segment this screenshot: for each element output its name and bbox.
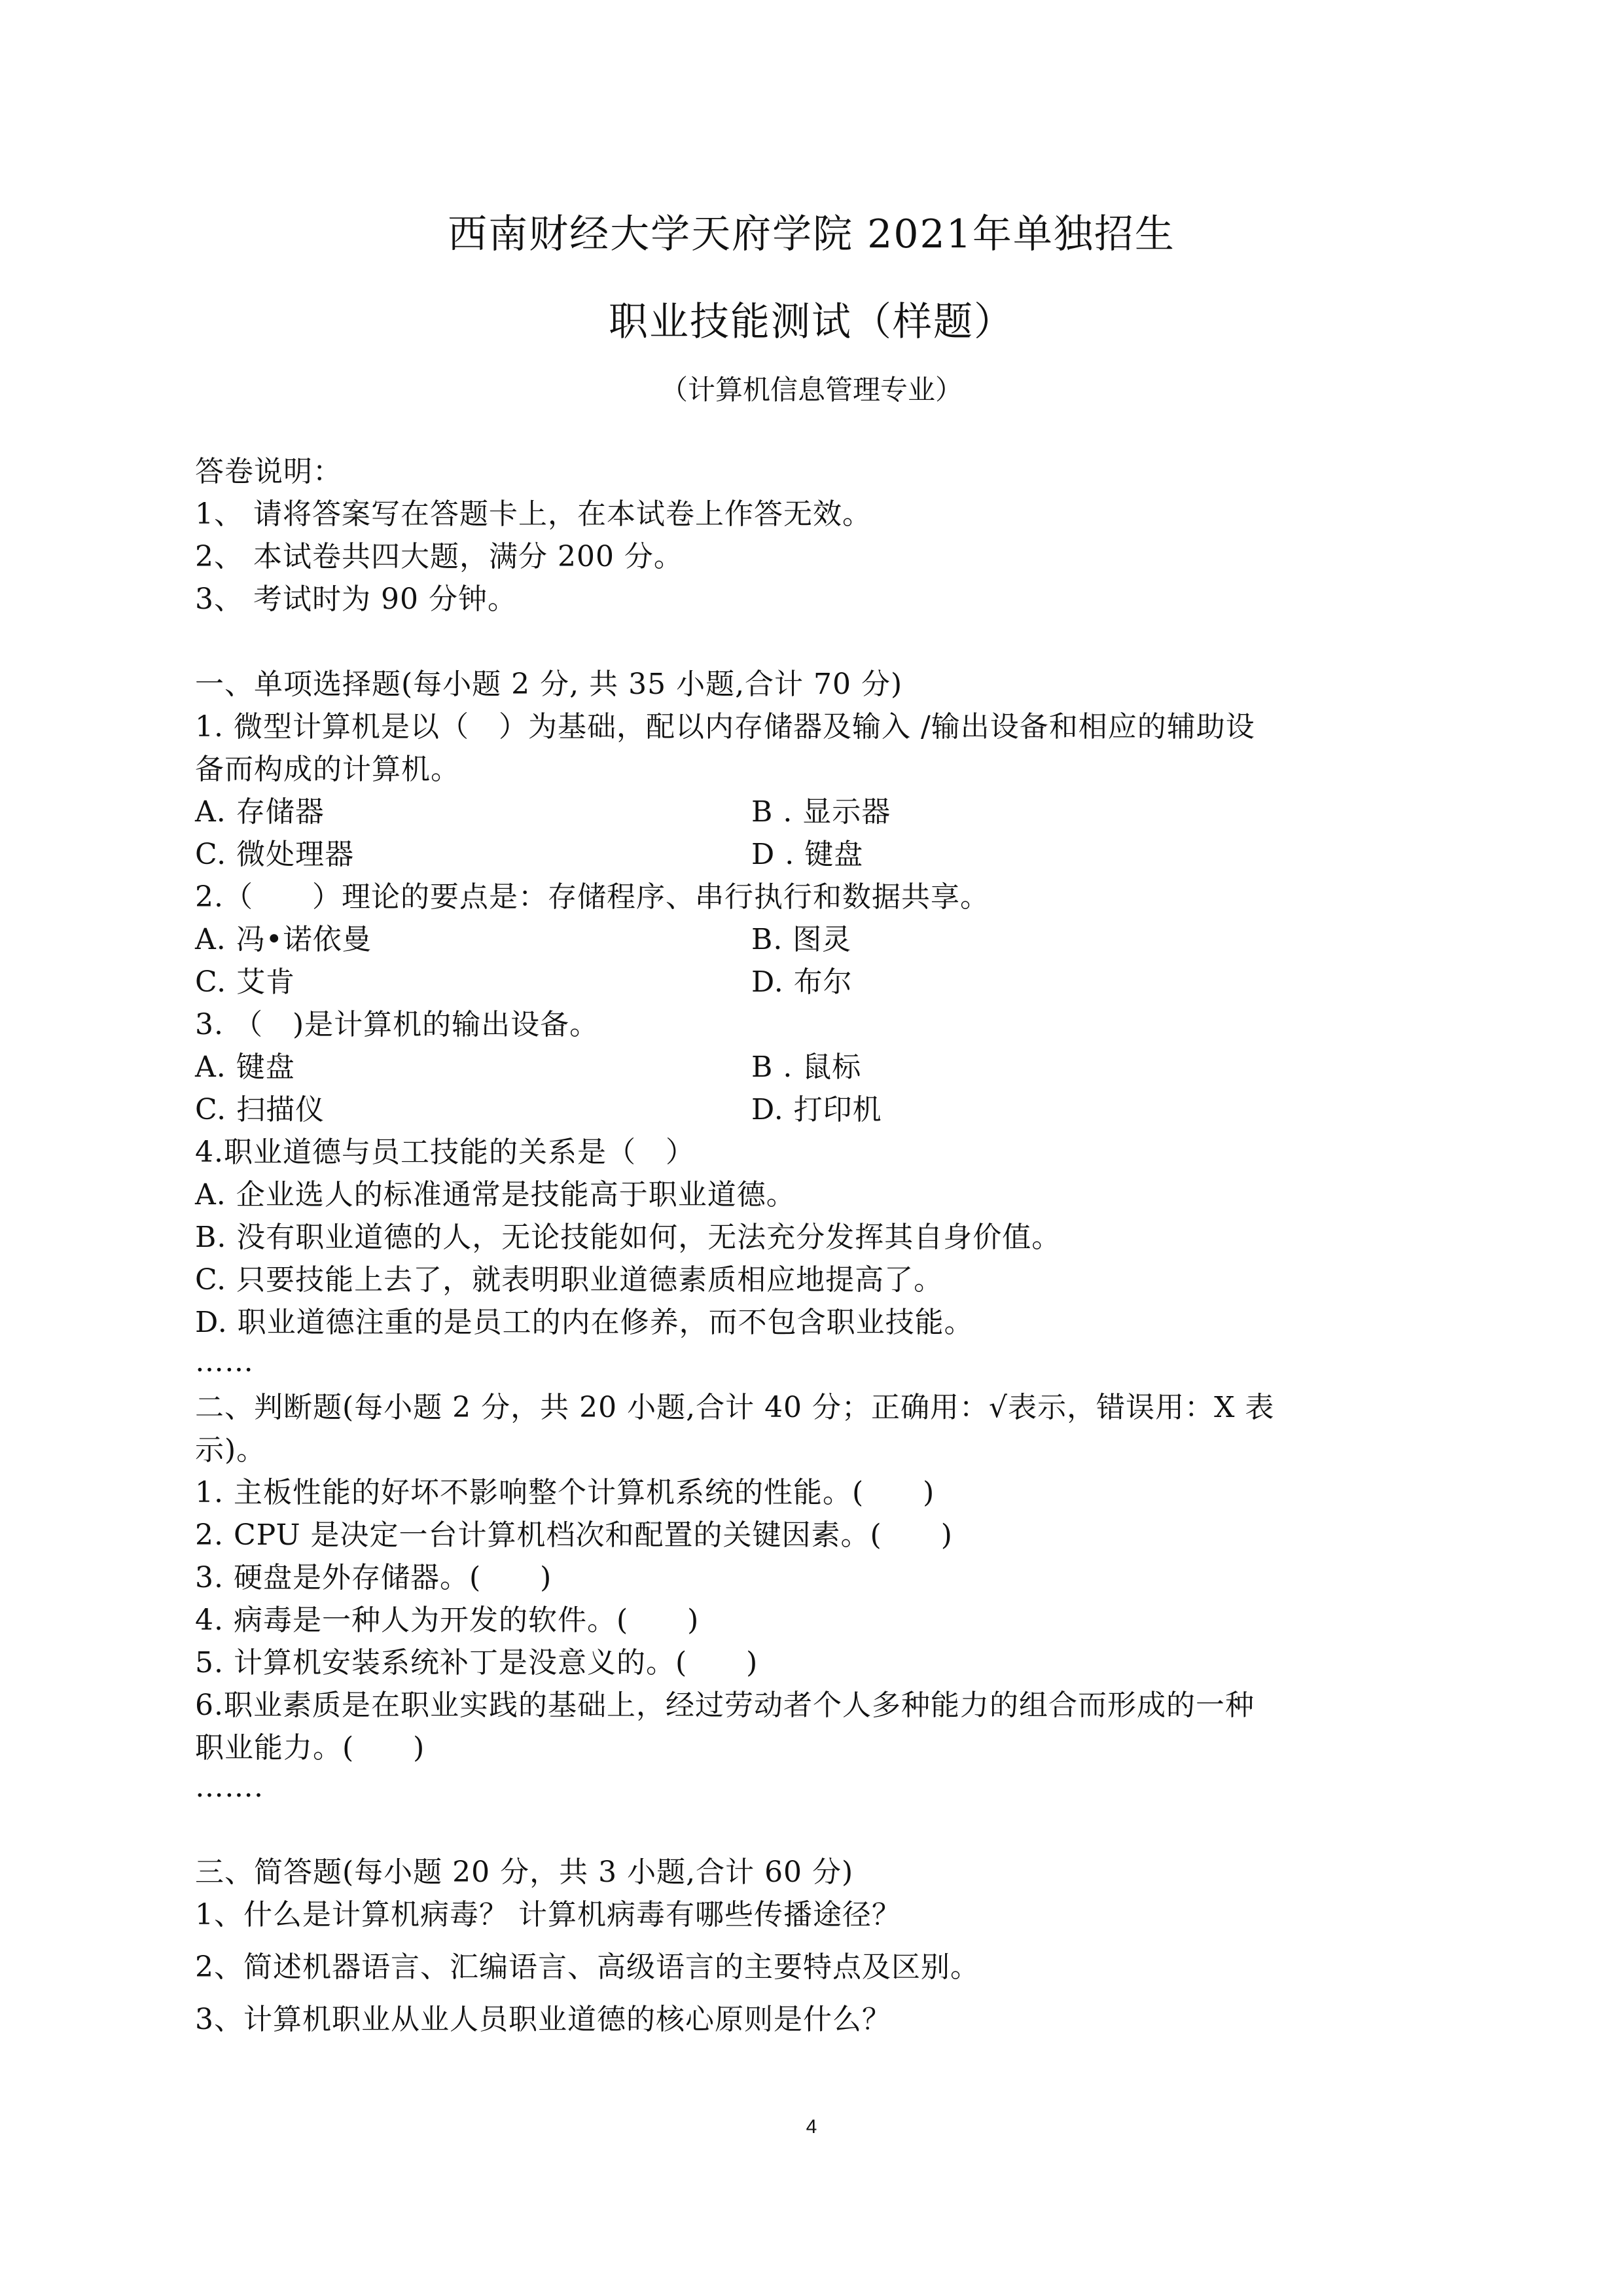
instruction-item: 2、 本试卷共四大题，满分 200 分。: [195, 540, 683, 573]
instruction-item: 1、 请将答案写在答题卡上，在本试卷上作答无效。: [195, 497, 872, 531]
question-3-option-c: C. 扫描仪: [195, 1093, 325, 1126]
question-4-option-b: B. 没有职业道德的人，无论技能如何，无法充分发挥其自身价值。: [195, 1221, 1061, 1254]
question-3-option-d: D. 打印机: [751, 1093, 882, 1126]
question-3-text: 3. （ )是计算机的输出设备。: [195, 1008, 599, 1041]
page-number: 4: [806, 2116, 817, 2138]
section1-heading: 一、单项选择题(每小题 2 分, 共 35 小题,合计 70 分): [195, 668, 903, 701]
short-answer-item: 2、简述机器语言、汇编语言、高级语言的主要特点及区别。: [195, 1950, 980, 1984]
judgment-item: 6.职业素质是在职业实践的基础上，经过劳动者个人多种能力的组合而形成的一种: [195, 1689, 1255, 1722]
judgment-item: 4. 病毒是一种人为开发的软件。( ): [195, 1604, 700, 1637]
instruction-item: 3、 考试时为 90 分钟。: [195, 583, 517, 616]
question-1-option-c: C. 微处理器: [195, 838, 355, 871]
short-answer-item: 1、什么是计算机病毒？ 计算机病毒有哪些传播途径？: [195, 1898, 901, 1931]
page-title: 西南财经大学天府学院 2021年单独招生: [448, 211, 1175, 257]
page-subtitle-exam: 职业技能测试（样题）: [609, 299, 1014, 345]
section2-heading: 二、判断题(每小题 2 分，共 20 小题,合计 40 分；正确用：√表示，错误用：X 表: [195, 1391, 1275, 1424]
question-2-option-b: B. 图灵: [751, 923, 852, 956]
question-4-text: 4.职业道德与员工技能的关系是（ ）: [195, 1136, 695, 1169]
question-2-option-c: C. 艾肯: [195, 965, 296, 999]
section3-heading: 三、简答题(每小题 20 分，共 3 小题,合计 60 分): [195, 1856, 854, 1889]
question-2-option-a: A. 冯•诺依曼: [195, 923, 372, 956]
judgment-item-cont: 职业能力。( ): [195, 1731, 425, 1765]
question-4-option-a: A. 企业选人的标准通常是技能高于职业道德。: [195, 1178, 796, 1211]
question-2-option-d: D. 布尔: [751, 965, 853, 999]
judgment-item: 1. 主板性能的好坏不影响整个计算机系统的性能。( ): [195, 1476, 935, 1509]
instructions-heading: 答卷说明：: [195, 455, 342, 488]
question-1-text: 1. 微型计算机是以（ ）为基础，配以内存储器及输入 /输出设备和相应的辅助设: [195, 710, 1255, 744]
judgment-item: 2. CPU 是决定一台计算机档次和配置的关键因素。( ): [195, 1518, 953, 1552]
question-3-option-a: A. 键盘: [195, 1050, 295, 1084]
section2-heading-cont: 示)。: [195, 1433, 266, 1467]
judgment-item: 5. 计算机安装系统补丁是没意义的。( ): [195, 1646, 758, 1679]
section1-ellipsis: ……: [195, 1345, 254, 1378]
short-answer-item: 3、计算机职业从业人员职业道德的核心原则是什么？: [195, 2003, 891, 2036]
question-1-text-cont: 备而构成的计算机。: [195, 753, 460, 786]
section2-ellipsis: …….: [195, 1770, 264, 1804]
judgment-item: 3. 硬盘是外存储器。( ): [195, 1561, 552, 1594]
question-4-option-c: C. 只要技能上去了，就表明职业道德素质相应地提高了。: [195, 1263, 944, 1297]
major-label: （计算机信息管理专业）: [660, 374, 963, 406]
question-1-option-a: A. 存储器: [195, 795, 325, 829]
question-1-option-b: B . 显示器: [751, 795, 891, 829]
question-2-text: 2.（ ）理论的要点是：存储程序、串行执行和数据共享。: [195, 880, 990, 914]
question-4-option-d: D. 职业道德注重的是员工的内在修养，而不包含职业技能。: [195, 1306, 974, 1339]
question-3-option-b: B . 鼠标: [751, 1050, 862, 1084]
question-1-option-d: D . 键盘: [751, 838, 864, 871]
